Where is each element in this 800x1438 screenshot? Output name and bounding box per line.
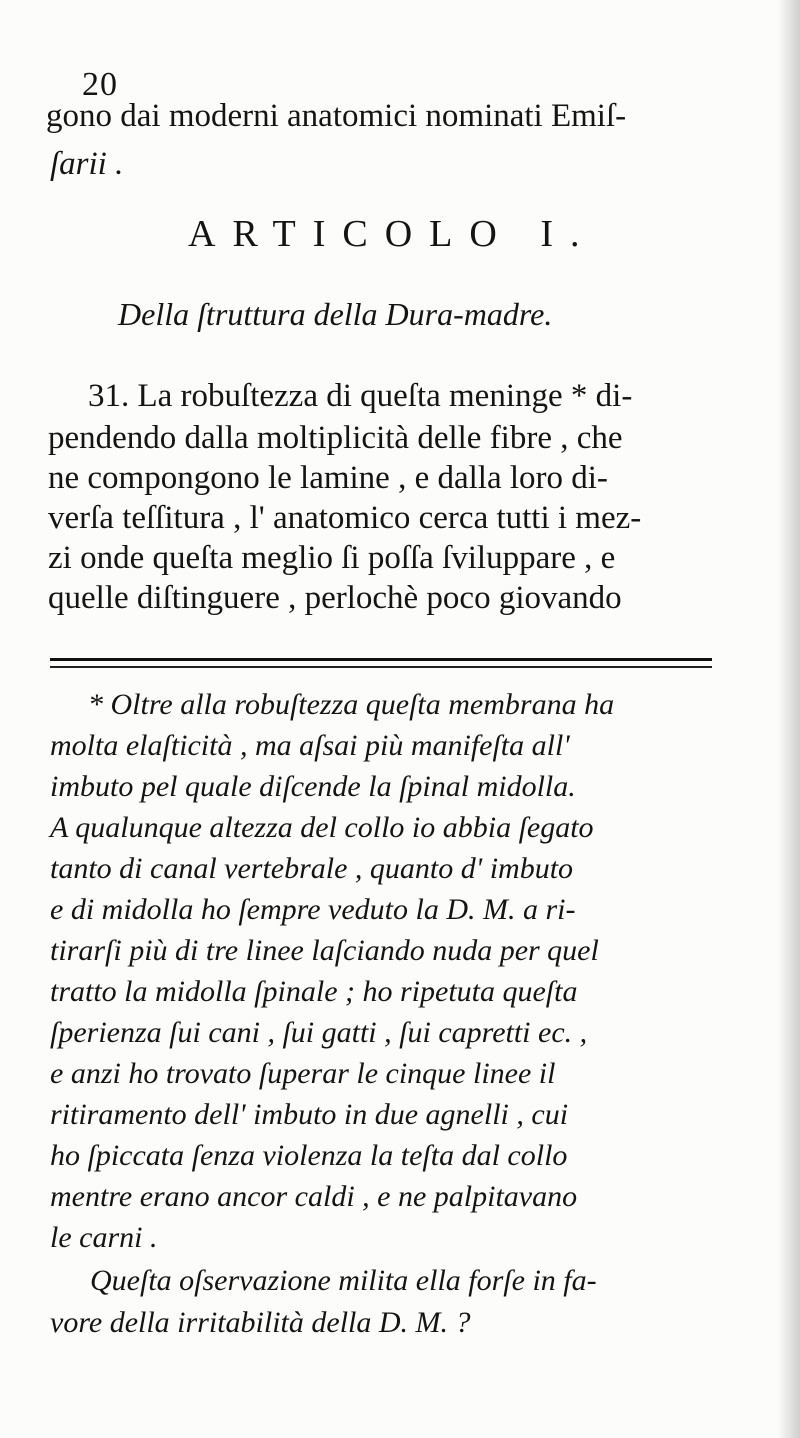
footnote-rule-thin bbox=[50, 666, 712, 668]
footnote-line: * Oltre alla robuſtezza queſta membrana ha bbox=[88, 688, 615, 721]
footnote-rule bbox=[50, 658, 712, 661]
footnote-line: Queſta oſservazione milita ella forſe in fa- bbox=[90, 1264, 597, 1297]
page-number: 20 bbox=[82, 66, 118, 103]
article-heading: ARTICOLO I. bbox=[188, 213, 597, 255]
body-line: ſarii . bbox=[50, 146, 124, 182]
footnote-line: tanto di canal vertebrale , quanto d' imbuto bbox=[50, 852, 574, 885]
article-subheading: Della ſtruttura della Dura-madre. bbox=[118, 296, 553, 332]
footnote-line: ſperienza ſui cani , ſui gatti , ſui capretti ec. , bbox=[50, 1016, 588, 1049]
footnote-line: mentre erano ancor caldi , e ne palpitavano bbox=[50, 1180, 578, 1213]
paragraph-line: pendendo dalla moltiplicità delle fibre , che bbox=[48, 420, 623, 456]
footnote-line: A qualunque altezza del collo io abbia ſegato bbox=[50, 811, 594, 844]
page-edge-shadow bbox=[778, 0, 800, 1438]
footnote-line: e anzi ho trovato ſuperar le cinque linee il bbox=[50, 1057, 556, 1090]
paragraph-line: quelle diſtinguere , perlochè poco giovando bbox=[48, 580, 622, 616]
footnote-line: imbuto pel quale diſcende la ſpinal midolla. bbox=[50, 770, 576, 803]
footnote-line: molta elaſticità , ma aſsai più manifeſta all' bbox=[50, 729, 570, 762]
footnote-line: le carni . bbox=[50, 1221, 158, 1254]
footnote-line: vore della irritabilità della D. M. ? bbox=[50, 1306, 471, 1339]
paragraph-line: ne compongono le lamine , e dalla loro di- bbox=[48, 460, 608, 496]
footnote-line: tratto la midolla ſpinale ; ho ripetuta queſta bbox=[50, 975, 578, 1008]
footnote-line: ho ſpiccata ſenza violenza la teſta dal collo bbox=[50, 1139, 568, 1172]
footnote-line: e di midolla ho ſempre veduto la D. M. a ri- bbox=[50, 893, 576, 926]
footnote-line: tirarſi più di tre linee laſciando nuda per quel bbox=[50, 934, 599, 967]
footnote-line: ritiramento dell' imbuto in due agnelli , cui bbox=[50, 1098, 569, 1131]
paragraph-line: zi onde queſta meglio ſi poſſa ſviluppare , e bbox=[48, 540, 616, 576]
paragraph-line: 31. La robuſtezza di queſta meninge * di- bbox=[88, 378, 633, 414]
body-line: gono dai moderni anatomici nominati Emiſ- bbox=[46, 98, 627, 134]
paragraph-line: verſa teſſitura , l' anatomico cerca tutti i mez- bbox=[48, 500, 642, 536]
